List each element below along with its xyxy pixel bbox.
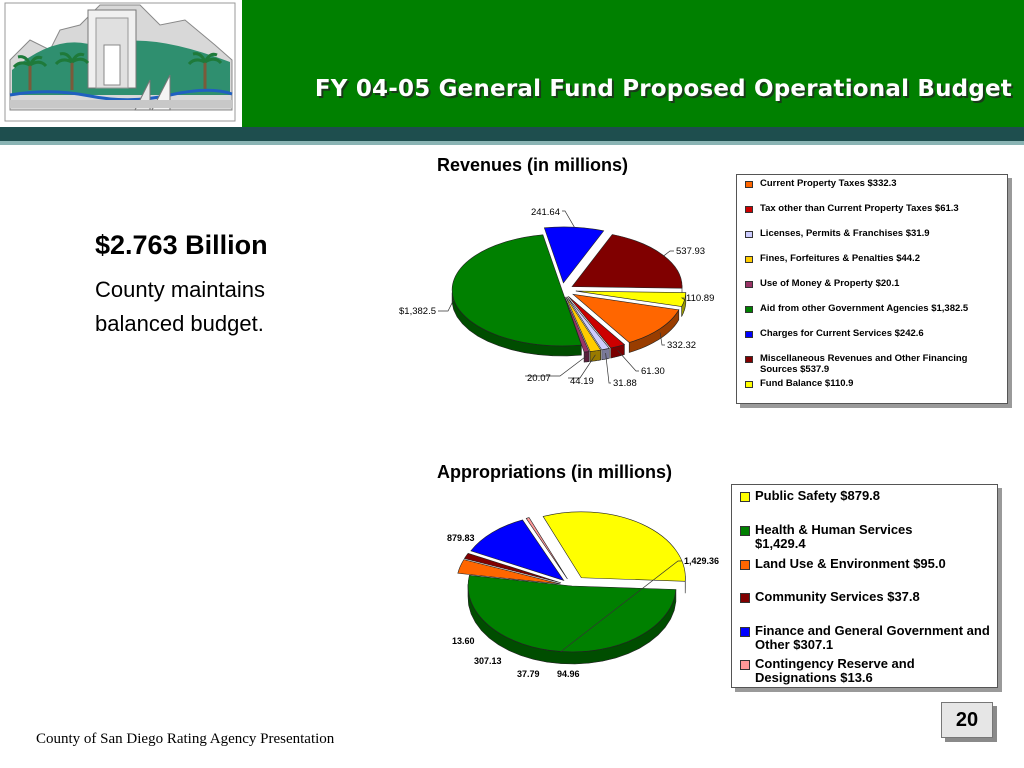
legend-label: Land Use & Environment $95.0 — [755, 556, 946, 571]
legend-label: Community Services $37.8 — [755, 589, 920, 604]
revenues-leader-line — [438, 300, 454, 311]
appropriations-data-label: 307.13 — [474, 656, 502, 666]
appropriations-data-label: 13.60 — [452, 636, 475, 646]
footer-text: County of San Diego Rating Agency Presentation — [36, 731, 335, 747]
legend-label: Fines, Forfeitures & Penalties $44.2 — [760, 253, 920, 264]
legend-label: Tax other than Current Property Taxes $61.3 — [760, 203, 959, 214]
balanced-budget-note: County maintains balanced budget. — [95, 277, 265, 336]
legend-label: Current Property Taxes $332.3 — [760, 178, 897, 189]
revenues-chart-title: Revenues (in millions) — [437, 155, 629, 175]
revenues-data-label: 20.07 — [527, 373, 551, 384]
revenues-data-label: $1,382.5 — [399, 306, 436, 317]
legend-label: Charges for Current Services $242.6 — [760, 328, 924, 339]
appropriations-data-label: 879.83 — [447, 533, 475, 543]
revenues-data-label: 332.32 — [667, 340, 697, 351]
legend-label: Finance and General Government and Other $307.1 — [755, 623, 990, 652]
revenues-data-label: 537.93 — [676, 246, 706, 257]
slide-title: FY 04-05 General Fund Proposed Operational Budget — [314, 76, 1012, 102]
budget-total-headline: $2.763 Billion — [95, 230, 268, 260]
revenues-leader-line — [618, 350, 639, 371]
legend-label: Miscellaneous Revenues and Other Financing Sources $537.9 — [760, 353, 968, 376]
revenues-leader-line — [562, 211, 574, 227]
appropriations-chart-title: Appropriations (in millions) — [437, 462, 672, 482]
legend-label: Aid from other Government Agencies $1,382.5 — [760, 303, 969, 314]
revenues-leader-line — [664, 251, 674, 256]
revenues-data-label: 110.89 — [686, 293, 715, 304]
revenues-data-label: 31.88 — [613, 378, 637, 389]
revenues-data-label: 61.30 — [641, 366, 665, 377]
appropriations-slice-public-safety — [543, 512, 685, 582]
legend-label: Health & Human Services $1,429.4 — [755, 522, 913, 551]
revenues-pie — [399, 207, 714, 389]
legend-label: Contingency Reserve and Designations $13.6 — [755, 656, 915, 685]
appropriations-data-label: 94.96 — [557, 669, 580, 679]
revenues-data-label: 44.19 — [570, 376, 594, 387]
legend-label: Use of Money & Property $20.1 — [760, 278, 900, 289]
appropriations-pie — [447, 512, 719, 679]
legend-label: Public Safety $879.8 — [755, 488, 881, 503]
revenues-data-label: 241.64 — [530, 207, 560, 218]
appropriations-data-label: 37.79 — [517, 669, 540, 679]
legend-label: Fund Balance $110.9 — [760, 378, 854, 389]
appropriations-data-label: 1,429.36 — [684, 556, 720, 566]
legend-label: Licenses, Permits & Franchises $31.9 — [760, 228, 930, 239]
page-number: 20 — [941, 702, 993, 738]
